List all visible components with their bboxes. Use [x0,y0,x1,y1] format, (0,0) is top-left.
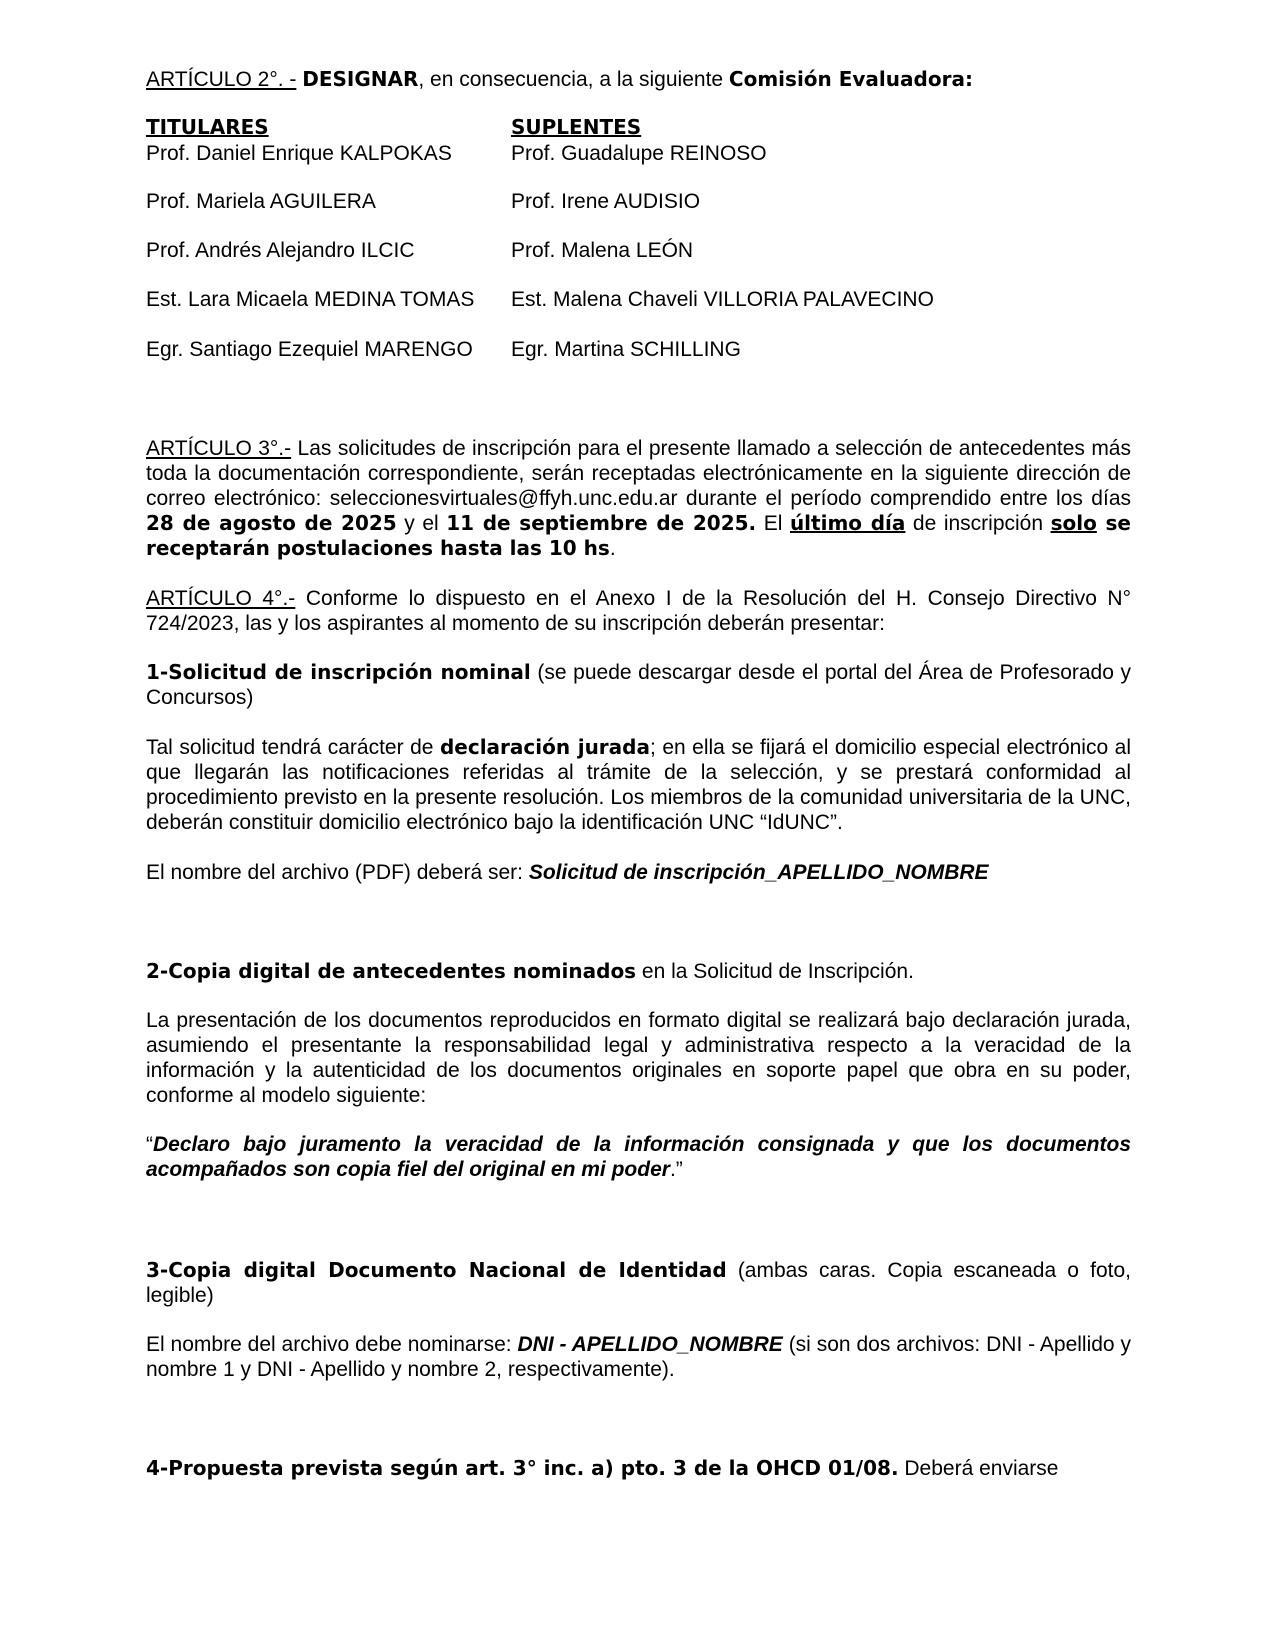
quote-mark: .” [669,1158,683,1181]
item-2-paragraph-text: La presentación de los documentos reproducidos en formato digital se realizará bajo declaración jurada, asumiendo el presentante la responsabilidad legal y administrativa respecto a la veracidad de la información y la autenticidad de los documentos originales en soporte papel que obra en su poder, conforme al modelo siguiente: [146,1009,1131,1107]
commission-row [146,141,1131,167]
item-4-heading [146,1456,1131,1481]
article-2-text: , en consecuencia, a la siguiente [418,68,729,91]
item-1-text: (se puede descargar desde el portal del Área de Profesorado y Concursos) [146,661,1131,709]
suplente-name: Prof. Malena LEÓN [511,239,694,262]
filename-value: DNI - APELLIDO_NOMBRE [517,1333,783,1356]
suplente-name: Egr. Martina SCHILLING [511,338,741,361]
item-1-filename [146,860,1131,885]
article-4-label: ARTÍCULO 4°.- [146,587,296,610]
item-1-paragraph [146,735,1131,835]
deadline-hour: se receptarán postulaciones hasta las 10 hs [146,511,1131,560]
commission-header-row [146,115,1131,141]
filename-label: El nombre del archivo debe nominarse: [146,1333,518,1356]
article-2-label: ARTÍCULO 2°. - [146,68,297,91]
item-1-heading [146,660,1131,710]
filename-note: (si son dos archivos: DNI - Apellido y nombre 1 y DNI - Apellido y nombre 2, respectivamente). [146,1333,1131,1381]
item-1-paragraph-text: ; en ella se fijará el domicilio especial electrónico al que llegarán las notificaciones referidas al trámite de la selección, y se prestará conformidad al procedimiento previsto en la presente resolución. Los miembros de la comunidad universitaria de la UNC, deberán constituir domicilio electrónico bajo la identificación UNC “IdUNC”. [146,736,1131,834]
article-3-text: El [756,512,790,535]
suplentes-header: SUPLENTES [511,115,642,139]
commission-row [146,337,1131,363]
article-3-label: ARTÍCULO 3°.- [146,437,292,460]
item-3-heading [146,1258,1131,1308]
article-3-text: Las solicitudes de inscripción para el presente llamado a selección de antecedentes más toda la documentación correspondiente, serán receptadas electrónicamente en la siguiente dirección de correo electrónico: seleccionesvirtuales@ffyh.unc.edu.ar durante el período comprendido entre los días [146,437,1131,510]
item-1-paragraph-text: Tal solicitud tendrá carácter de [146,736,440,759]
article-2-commission: Comisión Evaluadora: [728,67,973,91]
article-3 [146,436,1131,561]
item-4-title: 4-Propuesta prevista según art. 3° inc. a) pto. 3 de la OHCD 01/08. [146,1456,899,1480]
commission-row [146,287,1131,313]
quote-mark: “ [146,1133,153,1156]
titulares-header: TITULARES [146,115,269,139]
item-3-title: 3-Copia digital Documento Nacional de Identidad [146,1258,727,1282]
item-1-title: 1-Solicitud de inscripción nominal [146,660,531,684]
filename-label: El nombre del archivo (PDF) deberá ser: [146,861,529,884]
article-4 [146,586,1131,636]
item-2-paragraph [146,1008,1131,1108]
suplente-name: Prof. Guadalupe REINOSO [511,142,767,165]
item-2-heading [146,959,1131,984]
titular-name: Prof. Mariela AGUILERA [146,190,376,213]
start-date: 28 de agosto de 2025 [146,511,397,535]
item-2-title: 2-Copia digital de antecedentes nominados [146,959,637,983]
article-2 [146,67,1131,92]
item-3-text: (ambas caras. Copia escaneada o foto, legible) [146,1259,1131,1307]
titular-name: Est. Lara Micaela MEDINA TOMAS [146,288,475,311]
commission-row [146,189,1131,215]
article-3-text: de inscripción [905,512,1051,535]
article-3-text: . [609,537,616,560]
quote-text: Declaro bajo juramento la veracidad de la información consignada y que los documentos acompañados son copia fiel del original en mi poder [146,1133,1131,1181]
sworn-declaration: declaración jurada [439,735,650,759]
item-4-text: Deberá enviarse [898,1457,1059,1480]
suplente-name: Est. Malena Chaveli VILLORIA PALAVECINO [511,288,934,311]
article-2-verb: DESIGNAR [302,67,419,91]
only-label: solo [1050,511,1097,535]
sworn-quote [146,1132,1131,1182]
article-4-text: Conforme lo dispuesto en el Anexo I de la Resolución del H. Consejo Directivo N° 724/2023, las y los aspirantes al momento de su inscripción deberán presentar: [146,587,1131,635]
titular-name: Prof. Daniel Enrique KALPOKAS [146,142,452,165]
filename-value: Solicitud de inscripción_APELLIDO_NOMBRE [528,861,989,884]
suplente-name: Prof. Irene AUDISIO [511,190,701,213]
item-3-filename [146,1332,1131,1382]
titular-name: Egr. Santiago Ezequiel MARENGO [146,338,473,361]
article-3-text: y el [396,512,447,535]
item-2-text: en la Solicitud de Inscripción. [636,960,914,983]
end-date: 11 de septiembre de 2025. [446,511,757,535]
titular-name: Prof. Andrés Alejandro ILCIC [146,239,415,262]
last-day-label: último día [789,511,906,535]
commission-row [146,238,1131,264]
